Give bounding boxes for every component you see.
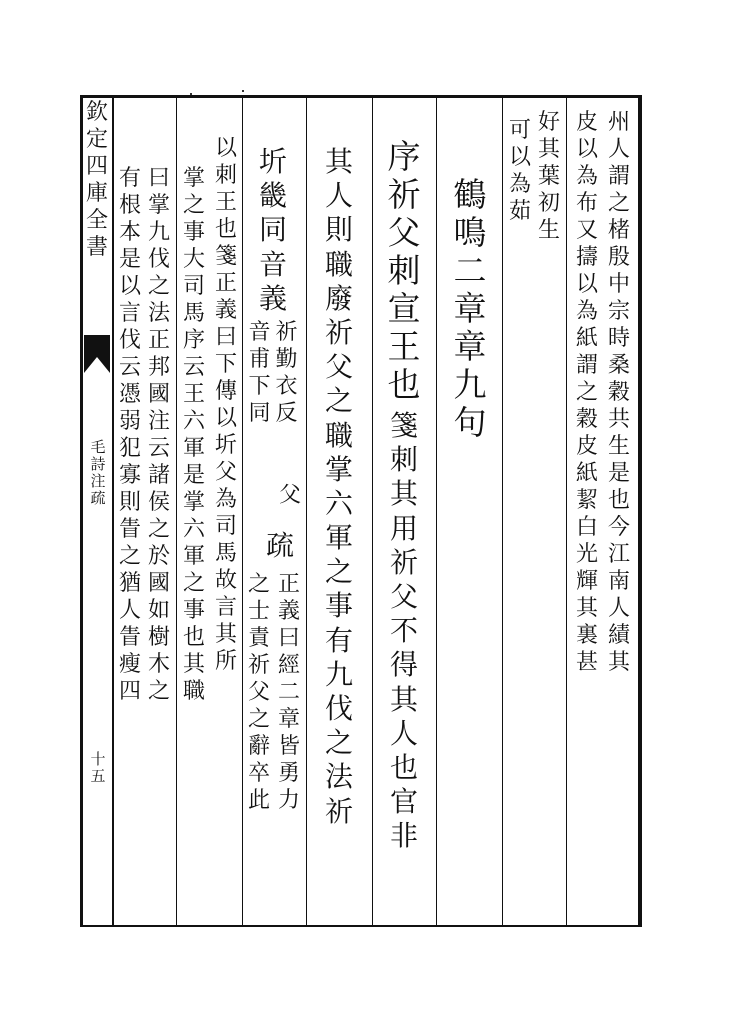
glyph: 序: [387, 137, 421, 176]
preface-commentary: [384, 409, 424, 856]
glyph: 四: [118, 679, 141, 704]
glyph: 鳴: [453, 213, 487, 252]
frame-top-rule: [80, 95, 642, 98]
glyph: 正: [277, 572, 300, 597]
glyph: 四: [85, 154, 108, 179]
glyph: 生: [537, 218, 560, 243]
glyph: 大: [182, 247, 205, 272]
glyph: 以: [214, 406, 237, 431]
glyph: 初: [537, 191, 560, 216]
glyph: 也: [182, 625, 205, 650]
scan-speck: [242, 90, 244, 92]
glyph: 以: [118, 274, 141, 299]
frame-bottom-rule: [80, 925, 642, 927]
glyph: 王: [214, 190, 237, 215]
glyph: 紙: [575, 461, 598, 486]
column-divider: [372, 98, 373, 925]
glyph: 勇: [277, 761, 300, 786]
glyph: 六: [182, 409, 205, 434]
glyph: 九: [147, 220, 170, 245]
glyph: 父: [324, 350, 353, 384]
glyph: 績: [607, 623, 630, 648]
glyph: 宣: [387, 289, 421, 328]
glyph: 好: [537, 110, 560, 135]
glyph: 祈: [389, 545, 418, 579]
glyph: 箋: [389, 409, 418, 442]
glyph: 句: [453, 403, 487, 442]
glyph: 廢: [324, 281, 353, 315]
glyph: 州: [607, 110, 630, 135]
glyph: 疏: [265, 529, 294, 562]
glyph: 章: [277, 707, 300, 732]
glyph: 同: [258, 213, 287, 247]
text-column-3-right: [535, 112, 563, 247]
glyph: 云: [147, 436, 170, 461]
glyph: 其: [537, 137, 560, 162]
glyph: 義: [277, 599, 300, 624]
glyph: 絜: [575, 488, 598, 513]
glyph: 為: [508, 172, 531, 197]
glyph: 司: [182, 274, 205, 299]
column-divider: [306, 98, 307, 925]
glyph: 五: [90, 767, 106, 785]
glyph: 庫: [85, 181, 108, 206]
glyph: 辭: [247, 734, 270, 759]
glyph: 之: [324, 555, 353, 589]
commentary-annotation-left: [246, 574, 272, 817]
glyph: 白: [575, 515, 598, 540]
text-column-6: [318, 145, 360, 832]
glyph: 國: [147, 571, 170, 596]
glyph: 職: [182, 679, 205, 704]
column-divider: [566, 98, 567, 925]
glyph: 人: [324, 179, 353, 213]
commentary-annotation-right: [276, 574, 302, 817]
glyph: 之: [147, 679, 170, 704]
glyph: 殷: [607, 245, 630, 270]
glyph: 事: [324, 589, 353, 623]
glyph: 其: [575, 596, 598, 621]
glyph: 毛: [90, 438, 106, 456]
glyph: 為: [575, 299, 598, 324]
glyph: 正: [147, 328, 170, 353]
glyph: 法: [147, 301, 170, 326]
glyph: 序: [182, 328, 205, 353]
glyph: 畿: [258, 179, 287, 213]
glyph: 欽: [85, 100, 108, 125]
glyph: 不: [389, 614, 418, 648]
glyph: 之: [118, 544, 141, 569]
glyph: 之: [147, 517, 170, 542]
glyph: 馬: [214, 541, 237, 566]
glyph: 章: [453, 327, 487, 366]
glyph: 用: [389, 511, 418, 545]
glyph: 下: [248, 374, 271, 399]
glyph: 則: [118, 490, 141, 515]
glyph: 今: [607, 515, 630, 540]
glyph: 寡: [118, 463, 141, 488]
page-number: [87, 752, 109, 786]
glyph: 生: [607, 434, 630, 459]
glyph: 六: [324, 486, 353, 520]
glyph: 於: [147, 544, 170, 569]
glyph: 穀: [575, 407, 598, 432]
glyph: 十: [90, 750, 106, 768]
glyph: 六: [182, 517, 205, 542]
glyph: 馬: [182, 301, 205, 326]
glyph: 反: [275, 401, 298, 426]
glyph: 楮: [607, 218, 630, 243]
glyph: 事: [182, 598, 205, 623]
glyph: 也: [607, 488, 630, 513]
glyph: 甚: [575, 650, 598, 675]
glyph: 衣: [275, 374, 298, 399]
glyph: 云: [118, 355, 141, 380]
glyph: 葉: [537, 164, 560, 189]
glyph: 其: [389, 477, 418, 511]
glyph: 九: [453, 365, 487, 404]
text-column-1: [604, 112, 634, 679]
glyph: 司: [214, 514, 237, 539]
glyph: 職: [324, 247, 353, 281]
glyph: 法: [324, 760, 353, 794]
glyph: 也: [389, 750, 418, 784]
glyph: 侯: [147, 490, 170, 515]
glyph: 刺: [214, 163, 237, 188]
glyph: 可: [508, 118, 531, 143]
commentary-annotation: [246, 574, 302, 817]
glyph: 同: [248, 401, 271, 426]
glyph: 祈: [324, 315, 353, 349]
glyph: 言: [118, 301, 141, 326]
glyph: 伐: [118, 328, 141, 353]
glyph: 人: [389, 716, 418, 750]
phonetic-annotation: [248, 322, 298, 430]
glyph: 祈: [324, 794, 353, 828]
glyph: 士: [247, 599, 270, 624]
frame-left-rule: [80, 95, 83, 927]
glyph: 謂: [607, 164, 630, 189]
glyph: 輝: [575, 569, 598, 594]
glyph: 諸: [147, 463, 170, 488]
glyph: 木: [147, 652, 170, 677]
glyph: 父: [389, 579, 418, 613]
glyph: 是: [607, 461, 630, 486]
frame-right-rule: [638, 95, 642, 927]
glyph: 九: [324, 657, 353, 691]
text-column-2: [572, 112, 602, 679]
glyph: 是: [182, 463, 205, 488]
preface-main-text: [382, 137, 426, 406]
glyph: 義: [258, 281, 287, 315]
phonetic-annotation-left: [248, 322, 271, 430]
glyph: 之: [147, 274, 170, 299]
glyph: 箋: [214, 244, 237, 269]
glyph: 音: [248, 320, 271, 345]
glyph: 茹: [508, 199, 531, 224]
glyph: 眚: [118, 625, 141, 650]
glyph: 其: [389, 682, 418, 716]
glyph: 掌: [324, 452, 353, 486]
glyph: 以: [508, 145, 531, 170]
glyph: 本: [118, 220, 141, 245]
glyph: 章: [453, 289, 487, 328]
glyph: 力: [277, 788, 300, 813]
glyph: 瘦: [118, 652, 141, 677]
glyph: 樹: [147, 625, 170, 650]
glyph: 傳: [214, 379, 237, 404]
margin-column-rule: [112, 95, 114, 927]
text-column-8-right: [212, 138, 240, 678]
glyph: 是: [118, 247, 141, 272]
text-column-3-left: [506, 120, 534, 228]
glyph: 桑: [607, 353, 630, 378]
column-divider: [436, 98, 437, 925]
glyph: 二: [277, 680, 300, 705]
glyph: 所: [214, 649, 237, 674]
glyph: 謂: [575, 353, 598, 378]
glyph: 憑: [118, 382, 141, 407]
glyph: 掌: [182, 490, 205, 515]
glyph: 邦: [147, 355, 170, 380]
glyph: 紙: [575, 326, 598, 351]
glyph: 南: [607, 569, 630, 594]
glyph: 軍: [324, 521, 353, 555]
glyph: 伐: [324, 692, 353, 725]
glyph: 宗: [607, 299, 630, 324]
glyph: 父: [387, 213, 421, 252]
glyph: 也: [387, 365, 421, 404]
glyph: 其: [214, 622, 237, 647]
glyph: 故: [214, 568, 237, 593]
fish-tail-ornament: [84, 335, 110, 373]
glyph: 父: [247, 680, 270, 705]
phonetic-annotation-right: [275, 322, 298, 430]
glyph: 又: [575, 218, 598, 243]
glyph: 責: [247, 626, 270, 651]
glyph: 布: [575, 191, 598, 216]
phonetic-note-tail: [278, 485, 302, 512]
book-title: [87, 440, 109, 508]
glyph: 祈: [387, 175, 421, 214]
glyph: 弱: [118, 409, 141, 434]
glyph: 以: [214, 136, 237, 161]
glyph: 刺: [387, 251, 421, 290]
glyph: 其: [324, 145, 353, 178]
glyph: 父: [214, 460, 237, 485]
glyph: 之: [575, 380, 598, 405]
glyph: 經: [277, 653, 300, 678]
column-divider: [242, 98, 243, 925]
glyph: 之: [607, 191, 630, 216]
scan-speck: [190, 93, 192, 95]
glyph: 言: [214, 595, 237, 620]
glyph: 父: [278, 483, 301, 508]
header-title: [84, 102, 110, 264]
glyph: 皮: [575, 434, 598, 459]
glyph: 圻: [214, 433, 237, 458]
glyph: 義: [214, 298, 237, 323]
glyph: 云: [182, 355, 205, 380]
text-column-9-left: [116, 168, 144, 708]
glyph: 注: [147, 409, 170, 434]
glyph: 非: [389, 819, 418, 853]
glyph: 有: [118, 166, 141, 191]
glyph: 之: [182, 571, 205, 596]
glyph: 擣: [575, 245, 598, 270]
glyph: 圻: [258, 145, 287, 178]
glyph: 書: [85, 235, 108, 260]
glyph: 掌: [147, 193, 170, 218]
glyph: 伐: [147, 247, 170, 272]
glyph: 王: [387, 327, 421, 366]
glyph: 注: [90, 472, 106, 490]
glyph: 犯: [118, 436, 141, 461]
glyph: 祈: [247, 653, 270, 678]
column-divider: [176, 98, 177, 925]
glyph: 曰: [214, 325, 237, 350]
text-column-8-left: [180, 168, 208, 708]
glyph: 人: [118, 598, 141, 623]
glyph: 之: [247, 572, 270, 597]
glyph: 曰: [277, 626, 300, 651]
glyph: 時: [607, 326, 630, 351]
glyph: 軍: [182, 544, 205, 569]
glyph: 官: [389, 785, 418, 819]
glyph: 事: [182, 220, 205, 245]
glyph: 江: [607, 542, 630, 567]
glyph: 之: [324, 726, 353, 760]
glyph: 猶: [118, 571, 141, 596]
glyph: 二: [453, 251, 487, 290]
glyph: 王: [182, 382, 205, 407]
glyph: 如: [147, 598, 170, 623]
glyph: 穀: [607, 380, 630, 405]
glyph: 光: [575, 542, 598, 567]
glyph: 有: [324, 623, 353, 657]
glyph: 人: [607, 596, 630, 621]
glyph: 之: [182, 193, 205, 218]
glyph: 正: [214, 271, 237, 296]
glyph: 根: [118, 193, 141, 218]
glyph: 刺: [389, 443, 418, 477]
glyph: 皮: [575, 110, 598, 135]
glyph: 祈: [275, 320, 298, 345]
glyph: 勤: [275, 347, 298, 372]
glyph: 詩: [90, 455, 106, 473]
glyph: 其: [607, 650, 630, 675]
glyph: 定: [85, 127, 108, 152]
glyph: 眚: [118, 517, 141, 542]
glyph: 全: [85, 208, 108, 233]
glyph: 裏: [575, 623, 598, 648]
glyph: 也: [214, 217, 237, 242]
chapter-heading: [448, 175, 492, 444]
glyph: 皆: [277, 734, 300, 759]
glyph: 人: [607, 137, 630, 162]
glyph: 共: [607, 407, 630, 432]
glyph: 疏: [90, 489, 106, 507]
glyph: 為: [575, 164, 598, 189]
glyph: 則: [324, 213, 353, 247]
glyph: 之: [324, 384, 353, 418]
glyph: 以: [575, 137, 598, 162]
column-divider: [502, 98, 503, 925]
glyph: 甫: [248, 347, 271, 372]
glyph: 得: [389, 648, 418, 682]
glyph: 下: [214, 352, 237, 377]
glyph: 為: [214, 487, 237, 512]
glyph: 其: [182, 652, 205, 677]
glyph: 此: [247, 788, 270, 813]
glyph: 卒: [247, 761, 270, 786]
glyph: 國: [147, 382, 170, 407]
commentary-marker: [260, 529, 300, 566]
glyph: 職: [324, 418, 353, 452]
text-column-9-right: [145, 168, 173, 708]
glyph: 中: [607, 272, 630, 297]
glyph: 之: [247, 707, 270, 732]
glyph: 軍: [182, 436, 205, 461]
glyph: 音: [258, 247, 287, 281]
glyph: 以: [575, 272, 598, 297]
phonetic-note-main: [252, 145, 294, 319]
glyph: 掌: [182, 166, 205, 191]
glyph: 曰: [147, 166, 170, 191]
glyph: 鶴: [453, 175, 487, 214]
